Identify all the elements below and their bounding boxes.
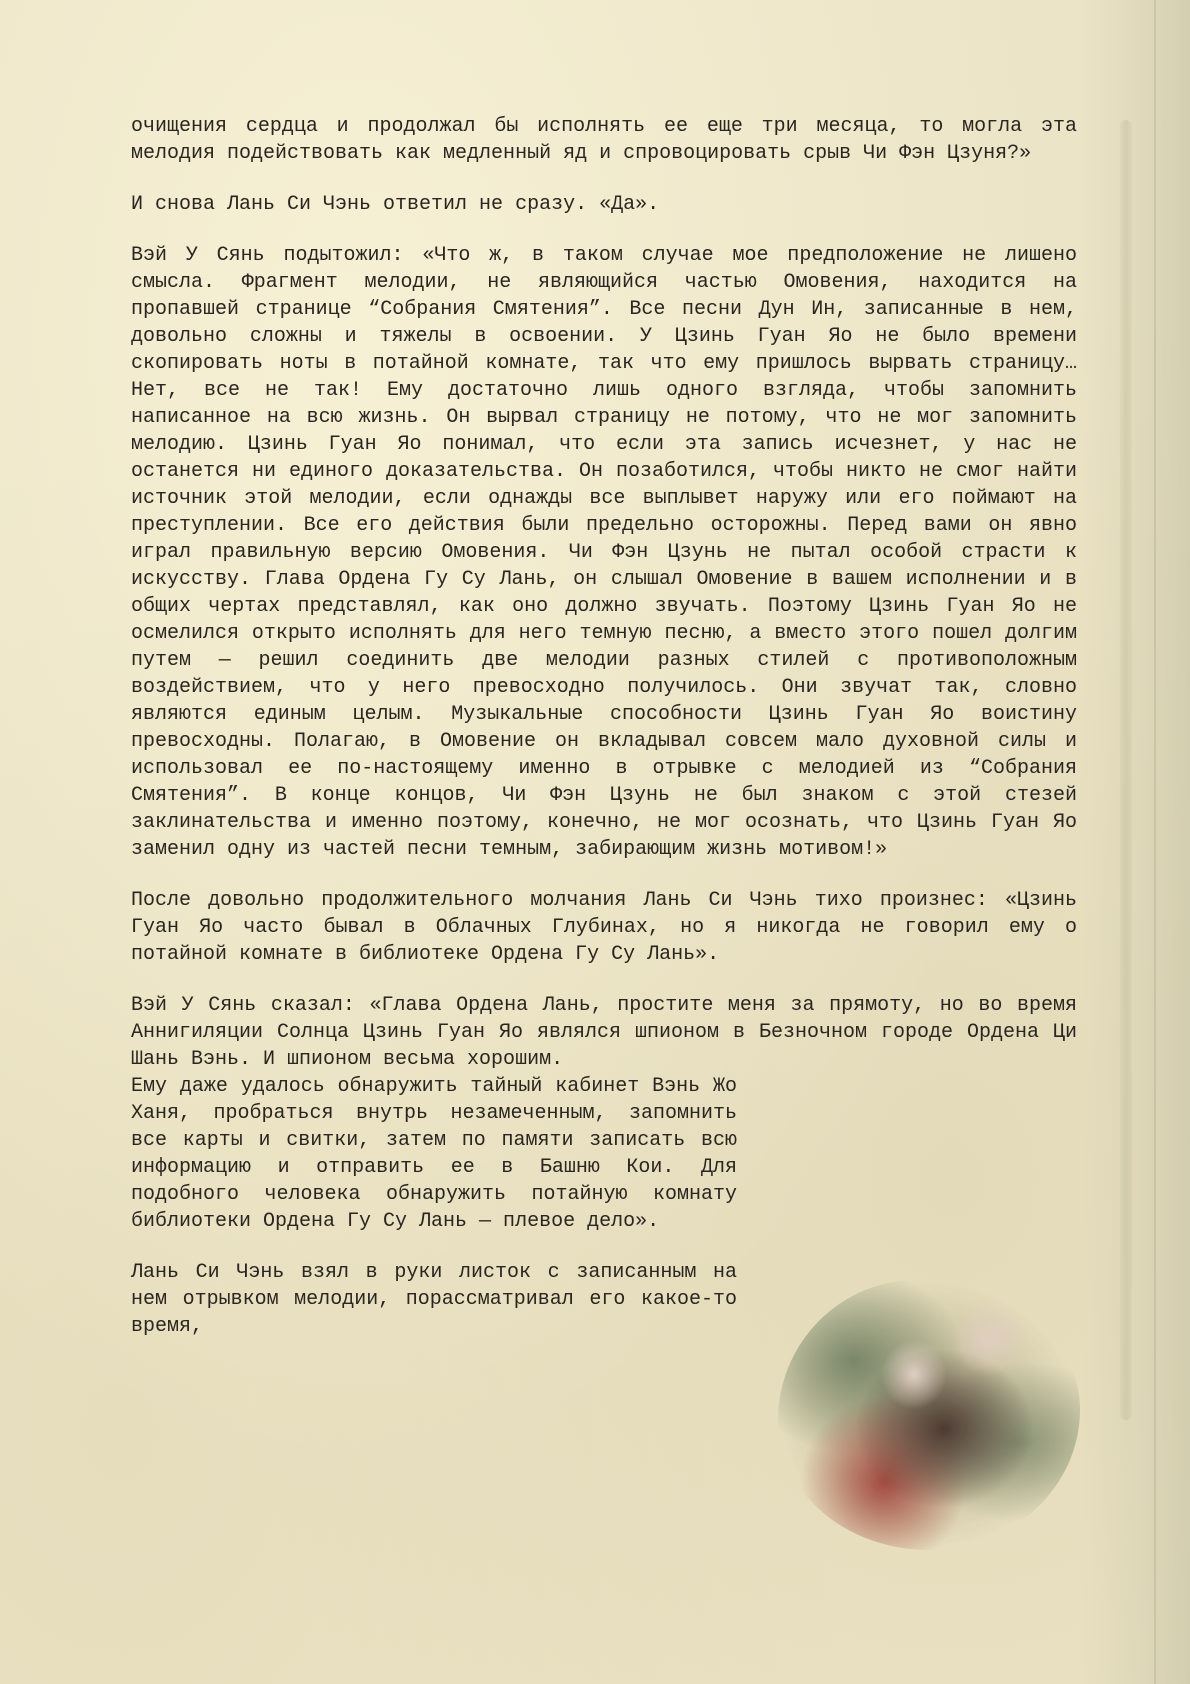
page-text [131, 113, 1077, 1340]
page-edge-line [1154, 0, 1156, 1684]
paragraph: очищения сердца и продолжал бы исполнять ее еще три месяца, то могла эта мелодия подействовать как медленный яд и спровоцировать срыв Чи Фэн Цзуня?» [131, 115, 1077, 165]
bamboo-decoration [1120, 120, 1132, 1420]
paragraph: После довольно продолжительного молчания Лань Си Чэнь тихо произнес: «Цзинь Гуан Яо часто бывал в Облачных Глубинах, но я никогда не говорил ему о потайной комнате в библиотеке Ордена Гу Су Лань». [131, 889, 1077, 966]
illustration-image [778, 1280, 1080, 1550]
paragraph: Вэй У Сянь подытожил: «Что ж, в таком случае мое предположение не лишено смысла. Фрагмент мелодии, не являющийся частью Омовения, находится на пропавшей странице “Собрания Смятения”. Все песни Дун Ин, записанные в нем, довольно сложны и тяжелы в освоении. У Цзинь Гуан Яо не было времени скопировать ноты в потайной комнате, так что ему пришлось вырвать страницу… Нет, все не так! Ему достаточно лишь одного взгляда, чтобы запомнить написанное на всю жизнь. Он вырвал страницу не потому, что не мог запомнить мелодию. Цзинь Гуан Яо понимал, что если эта запись исчезнет, у нас не останется ни единого доказательства. Он позаботился, чтобы никто не смог найти источник этой мелодии, если однажды все выплывет наружу или его поймают на преступлении. Все его действия были предельно осторожны. Перед вами он явно играл правильную версию Омовения. Чи Фэн Цзунь не пытал особой страсти к искусству. Глава Ордена Гу Су Лань, он слышал Омовение в вашем исполнении и в общих чертах представлял, как оно должно звучать. Поэтому Цзинь Гуан Яо не осмелился открыто исполнять для него темную песню, а вместо этого пошел долгим путем — решил соединить две мелодии разных стилей с противоположным воздействием, что у него превосходно получилось. Они звучат так, словно являются единым целым. Музыкальные способности Цзинь Гуан Яо воистину превосходны. Полагаю, в Омовение он вкладывал совсем мало духовной силы и использовал ее по-настоящему именно в отрывке с мелодией из “Собрания Смятения”. В конце концов, Чи Фэн Цзунь не был знаком с этой стезей заклинательства и именно поэтому, конечно, не мог осознать, что Цзинь Гуан Яо заменил одну из частей песни темным, забирающим жизнь мотивом!» [131, 244, 1077, 861]
paragraph: Ему даже удалось обнаружить тайный кабинет Вэнь Жо Ханя, пробраться внутрь незамеченным, запомнить все карты и свитки, затем по памяти записать всю информацию и отправить ее в Башню Кои. Для подобного человека обнаружить потайную комнату библиотеки Ордена Гу Су Лань — плевое дело». [131, 1075, 737, 1233]
page-edge-shade [1080, 0, 1190, 1684]
paragraph: Вэй У Сянь сказал: «Глава Ордена Лань, простите меня за прямоту, но во время Аннигиляции Солнца Цзинь Гуан Яо являлся шпионом в Безночном городе Ордена Ци Шань Вэнь. И шпионом весьма хорошим. [131, 994, 1077, 1071]
paragraph: И снова Лань Си Чэнь ответил не сразу. «Да». [131, 193, 660, 216]
paragraph: Лань Си Чэнь взял в руки листок с записанным на нем отрывком мелодии, порассматривал его какое-то время, [131, 1261, 737, 1338]
